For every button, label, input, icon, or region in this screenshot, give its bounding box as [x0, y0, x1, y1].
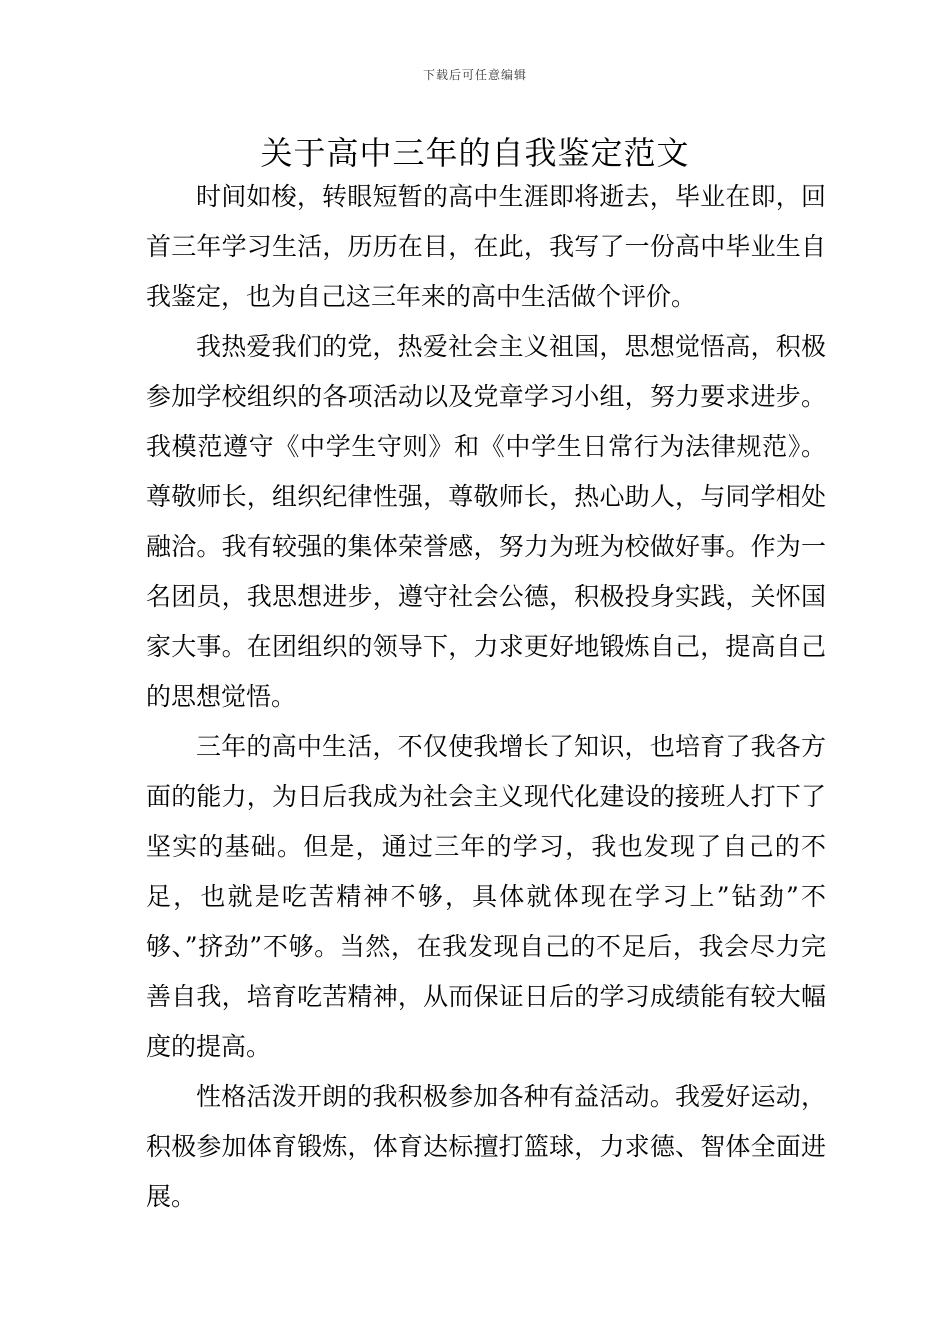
document-title: 关于高中三年的自我鉴定范文: [260, 134, 690, 172]
paragraph-2: 我热爱我们的党，热爱社会主义祖国，思想觉悟高，积极参加学校组织的各项活动以及党章学习小组，努力要求进步。我模范遵守《中学生守则》和《中学生日常行为法律规范》。尊敬师长，组织纪律性强，尊敬师长，热心助人，与同学相处融洽。我有较强的集体荣誉感，努力为班为校做好事。作为一名团员，我思想进步，遵守社会公德，积极投身实践，关怀国家大事。在团组织的领导下，力求更好地锻炼自己，提高自己的思想觉悟。: [146, 332, 826, 711]
paragraph-1: 时间如梭，转眼短暂的高中生涯即将逝去，毕业在即，回首三年学习生活，历历在目，在此，我写了一份高中毕业生自我鉴定，也为自己这三年来的高中生活做个评价。: [146, 182, 826, 311]
paragraph-4: 性格活泼开朗的我积极参加各种有益活动。我爱好运动，积极参加体育锻炼，体育达标擅打篮球，力求德、智体全面进展。: [146, 1082, 826, 1211]
document-body: [146, 172, 826, 1222]
header-note: 下载后可任意编辑: [422, 68, 527, 82]
paragraph-3: 三年的高中生活，不仅使我增长了知识，也培育了我各方面的能力，为日后我成为社会主义现代化建设的接班人打下了坚实的基础。但是，通过三年的学习，我也发现了自己的不足，也就是吃苦精神不够，具体就体现在学习上”钻劲”不够、”挤劲”不够。当然，在我发现自己的不足后，我会尽力完善自我，培育吃苦精神，从而保证日后的学习成绩能有较大幅度的提高。: [146, 732, 826, 1061]
